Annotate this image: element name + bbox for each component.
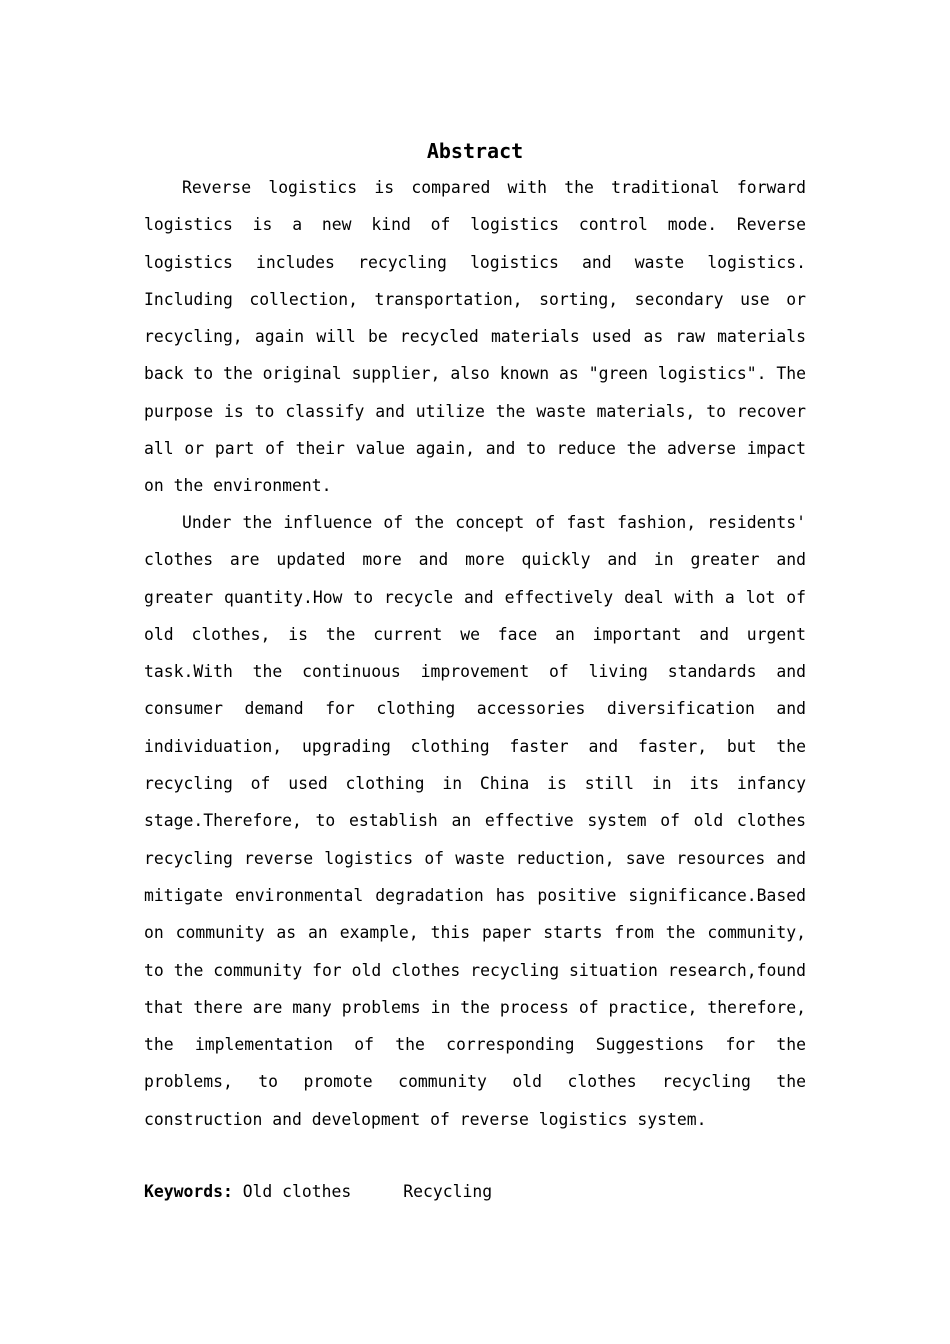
keywords-label: Keywords: [144,1182,233,1201]
keyword-item: Recycling [403,1182,493,1201]
abstract-heading: Abstract [426,139,524,163]
keywords-line [144,1175,492,1209]
abstract-paragraph-2: Under the influence of the concept of fast fashion, residents' clothes are updated more and more quickly and in greater and greater quantity.How to recycle and effectively deal with a lot of old clothes, is the current we face an important and urgent task.With the continuous improvement of living standards and consumer demand for clothing accessories diversification and individuation, upgrading clothing faster and faster, but the recycling of used clothing in China is still in its infancy stage.Therefore, to establish an effective system of old clothes recycling reverse logistics of waste reduction, save resources and mitigate environmental degradation has positive significance.Based on community as an example, this paper starts from the community, to the community for old clothes recycling situation research,found that there are many problems in the process of practice, therefore, the implementation of the corresponding Suggestions for the problems, to promote community old clothes recycling the construction and development of reverse logistics system. [144,513,806,1129]
abstract-paragraph-1: Reverse logistics is compared with the traditional forward logistics is a new kind of logistics control mode. Reverse logistics includes recycling logistics and waste logistics. Including collection, transportation, sorting, secondary use or recycling, again will be recycled materials used as raw materials back to the original supplier, also known as "green logistics". The purpose is to classify and utilize the waste materials, to recover all or part of their value again, and to reduce the adverse impact on the environment. [144,178,806,496]
keyword-item: Old clothes [242,1182,352,1201]
